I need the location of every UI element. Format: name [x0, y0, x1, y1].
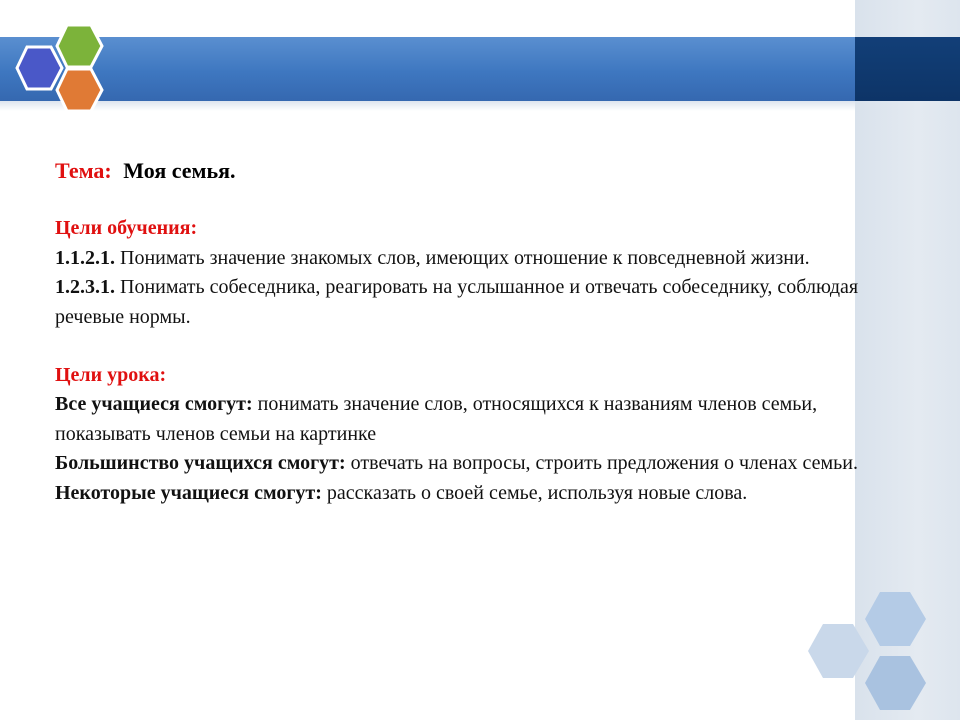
goal-text: Понимать значение знакомых слов, имеющих отношение к повседневной жизни. — [115, 246, 810, 269]
topic-label: Тема: — [55, 158, 112, 183]
header-bar-dark-segment — [855, 37, 960, 101]
orange-hexagon-icon — [57, 69, 102, 111]
goal-lead: Все учащиеся смогут: — [55, 393, 253, 416]
lesson-goals-heading: Цели урока: — [55, 364, 167, 387]
header-shadow — [0, 101, 855, 111]
light-hexagon-icon — [865, 592, 926, 646]
blue-hexagon-icon — [17, 47, 62, 89]
lesson-goal-item — [55, 479, 875, 508]
learning-goal-item — [55, 273, 875, 332]
light-hexagon-icon — [808, 624, 869, 678]
learning-goals-heading: Цели обучения: — [55, 217, 198, 240]
lesson-goal-item — [55, 449, 875, 478]
goal-lead: Некоторые учащиеся смогут: — [55, 481, 322, 504]
lesson-goal-item — [55, 390, 875, 449]
goal-code: 1.1.2.1. — [55, 246, 115, 269]
goal-text: понимать значение слов, относящихся к названиям членов семьи, показывать членов семьи на картинке — [55, 393, 818, 445]
hexagon-logo-icon — [0, 0, 120, 125]
topic-line — [55, 156, 875, 185]
light-hexagon-icon — [865, 656, 926, 710]
slide-content — [55, 156, 875, 508]
green-hexagon-icon — [57, 25, 102, 67]
decorative-hexagons-icon — [790, 580, 960, 720]
goal-lead: Большинство учащихся смогут: — [55, 452, 346, 475]
header-bar — [0, 37, 855, 101]
goal-text: отвечать на вопросы, строить предложения о членах семьи. — [345, 452, 858, 475]
goal-text: рассказать о своей семье, используя новые слова. — [321, 481, 748, 504]
goal-text: Понимать собеседника, реагировать на услышанное и отвечать собеседнику, соблюдая речевые нормы. — [55, 276, 859, 328]
goal-code: 1.2.3.1. — [55, 276, 115, 299]
topic-title: Моя семья. — [123, 158, 236, 183]
learning-goal-item — [55, 244, 875, 273]
